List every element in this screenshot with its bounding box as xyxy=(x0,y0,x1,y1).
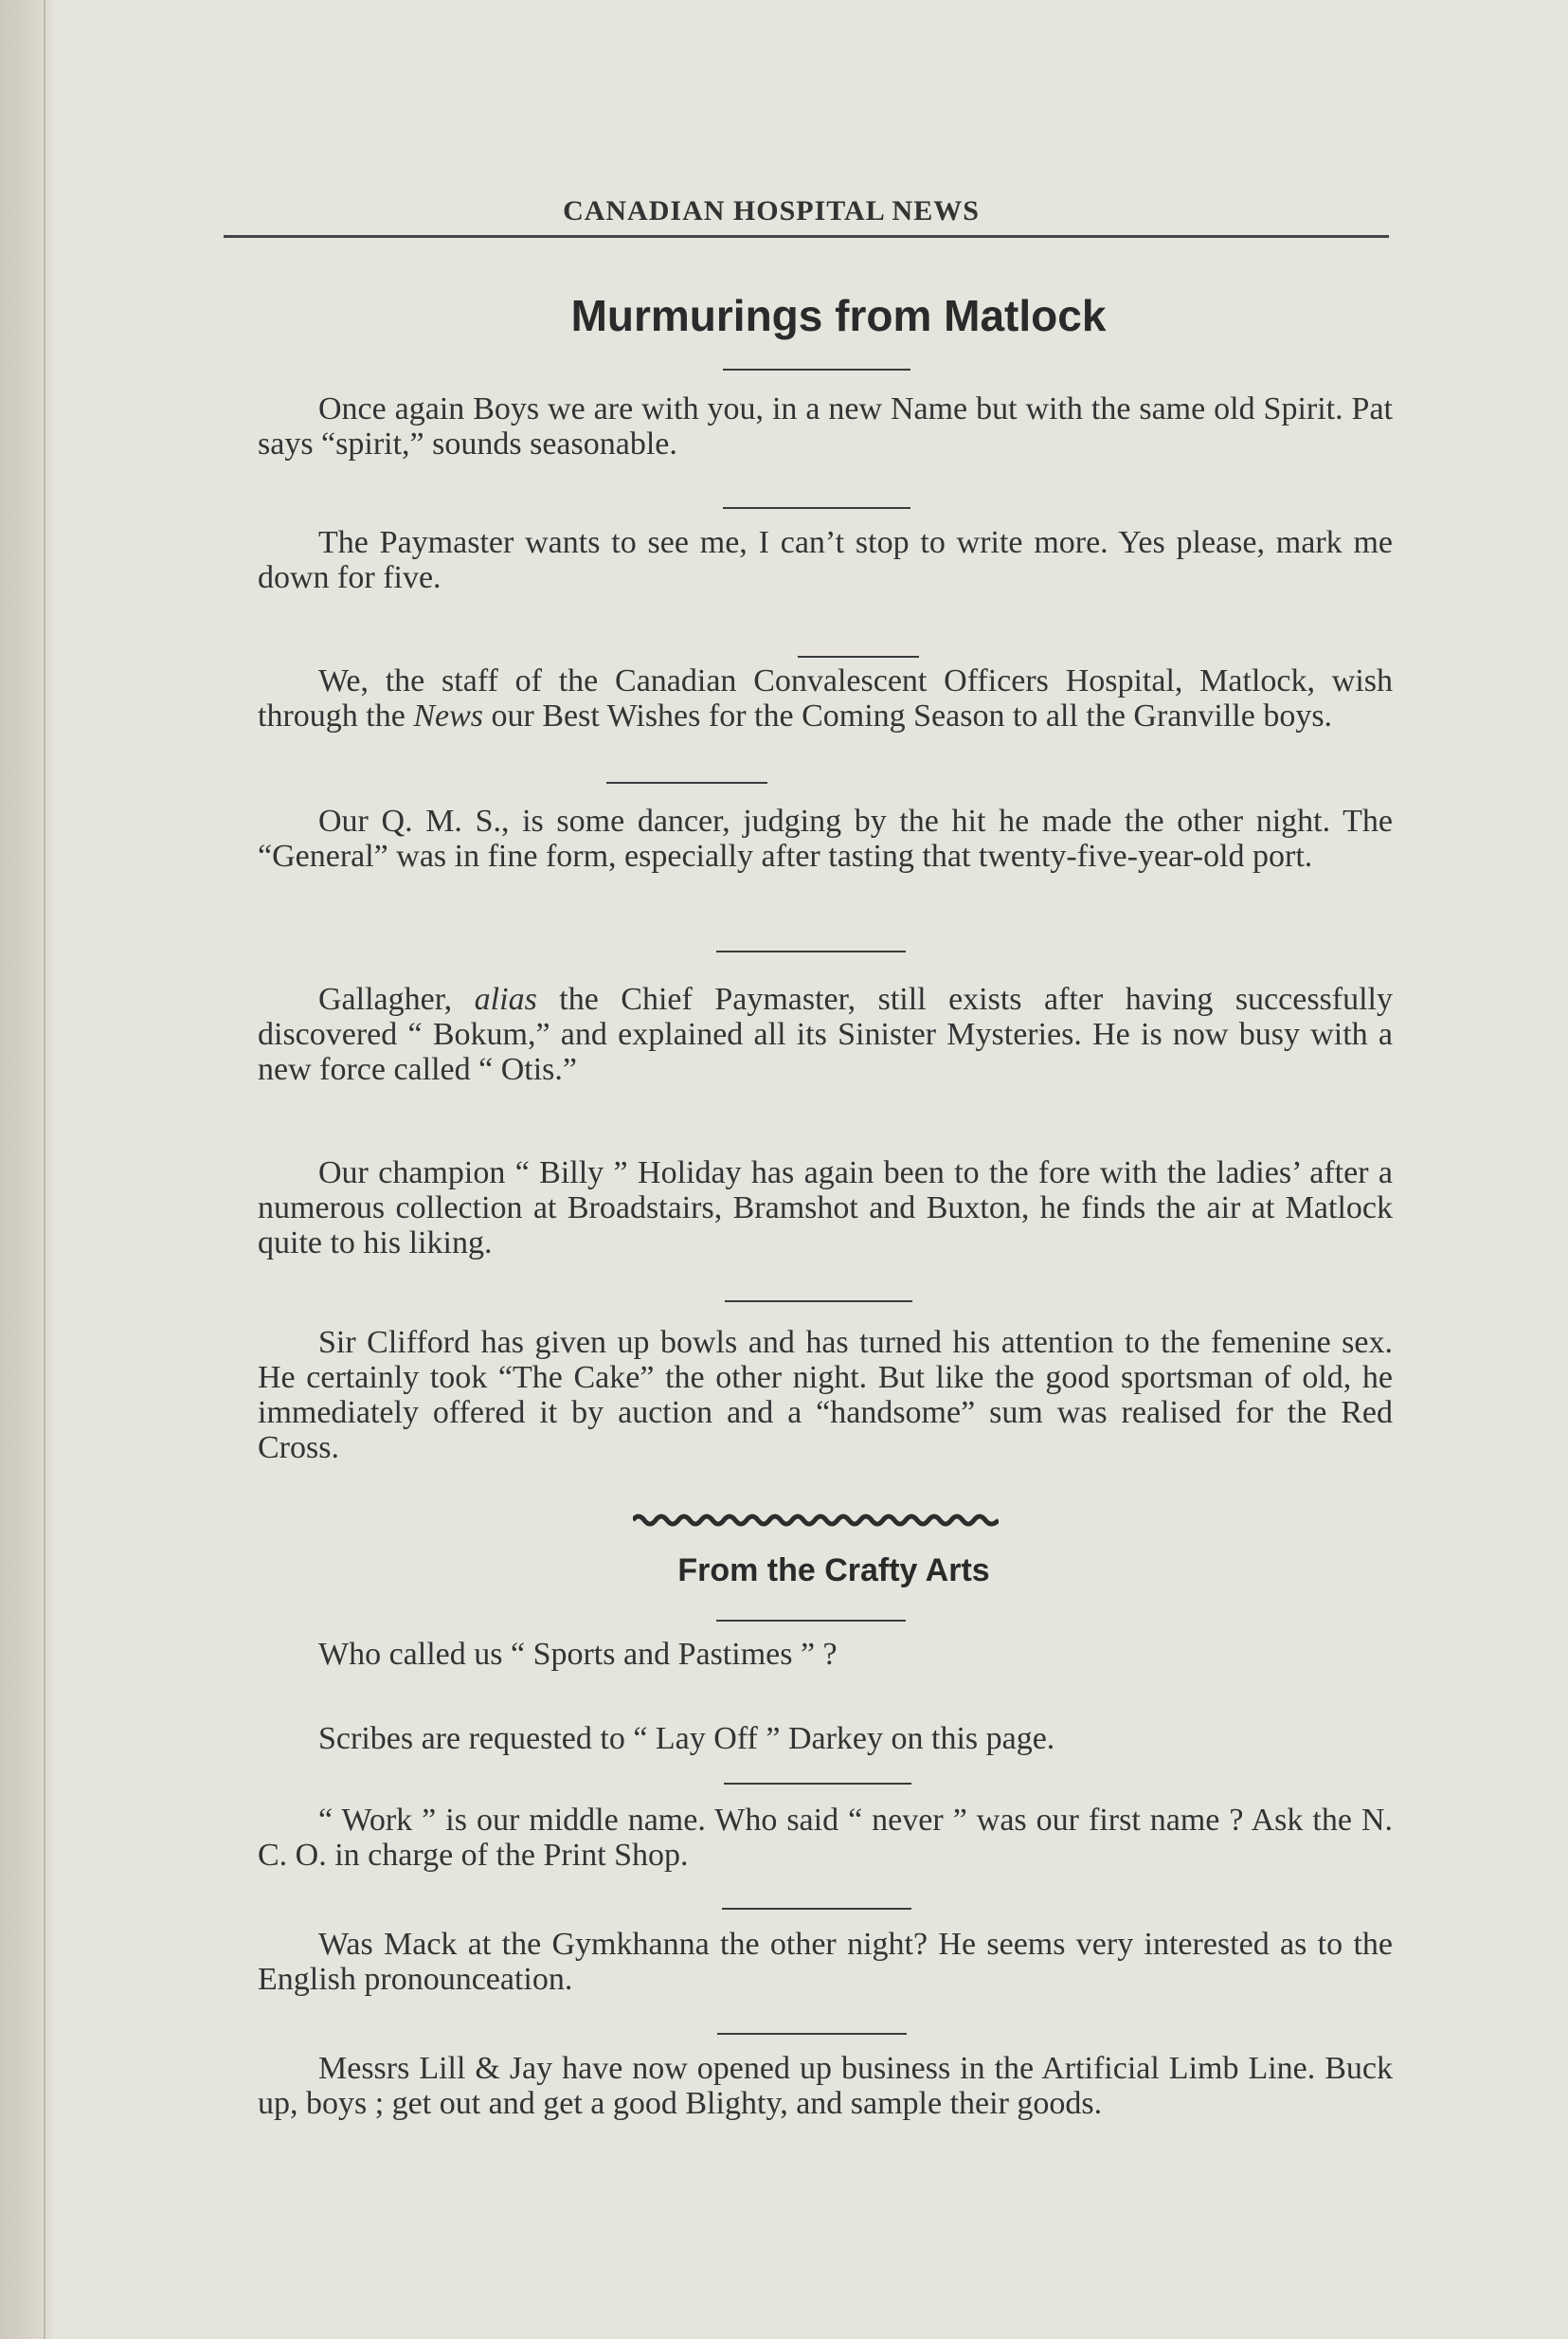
gallagher-text-after: the Chief Paymaster, still exists after having successfully discovered “ Bokum,” and explained all its Sinister Mysteries. He is now busy with a new force called “ Otis.” xyxy=(258,982,1393,1087)
staff-text-italic: News xyxy=(413,698,483,734)
separator-rule xyxy=(716,951,906,952)
paragraph-sports-pastimes: Who called us “ Sports and Pastimes ” ? xyxy=(318,1637,838,1672)
paragraph-gallagher xyxy=(258,982,1393,1087)
separator-rule xyxy=(723,369,910,371)
paragraph-mack-gymkhanna: Was Mack at the Gymkhanna the other night? He seems very interested as to the English pronounceation. xyxy=(258,1927,1393,1997)
staff-text-after: our Best Wishes for the Coming Season to all the Granville boys. xyxy=(483,698,1333,734)
paragraph-work-name: “ Work ” is our middle name. Who said “ never ” was our first name ? Ask the N. C. O. in charge of the Print Shop. xyxy=(258,1803,1393,1873)
header-rule xyxy=(224,235,1389,238)
paragraph-qms-dancer: Our Q. M. S., is some dancer, judging by the hit he made the other night. The “General” was in fine form, especially after tasting that twenty-five-year-old port. xyxy=(258,804,1393,874)
separator-rule xyxy=(716,1620,906,1622)
paragraph-lill-jay: Messrs Lill & Jay have now opened up business in the Artificial Limb Line. Buck up, boys ; get out and get a good Blighty, and sample their goods. xyxy=(258,2051,1393,2121)
gallagher-text-before: Gallagher, xyxy=(318,982,475,1017)
separator-rule xyxy=(606,782,767,784)
paragraph-new-name: Once again Boys we are with you, in a new Name but with the same old Spirit. Pat says “spirit,” sounds seasonable. xyxy=(258,391,1393,462)
separator-rule xyxy=(722,1908,911,1910)
article-title: Murmurings from Matlock xyxy=(570,291,1107,340)
paragraph-billy-holiday: Our champion “ Billy ” Holiday has again been to the fore with the ladies’ after a numerous collection at Broadstairs, Bramshot and Buxton, he finds the air at Matlock quite to his liking. xyxy=(258,1155,1393,1260)
page-spine-edge xyxy=(0,0,53,2339)
separator-rule xyxy=(717,2033,907,2035)
running-head: CANADIAN HOSPITAL NEWS xyxy=(563,195,980,227)
paragraph-staff-wishes xyxy=(258,663,1393,734)
wavy-divider xyxy=(633,1513,999,1528)
section-subtitle: From the Crafty Arts xyxy=(677,1552,990,1588)
separator-rule xyxy=(724,1783,911,1785)
gallagher-text-italic: alias xyxy=(474,982,537,1017)
separator-rule xyxy=(798,656,919,658)
separator-rule xyxy=(725,1300,912,1302)
staff-text-before: We, the staff of the Canadian Convalescent Officers Hospital, Matlock, wish through the xyxy=(258,663,1393,734)
paragraph-paymaster: The Paymaster wants to see me, I can’t stop to write more. Yes please, mark me down for five. xyxy=(258,525,1393,595)
paragraph-scribes: Scribes are requested to “ Lay Off ” Darkey on this page. xyxy=(318,1721,1055,1756)
paragraph-sir-clifford: Sir Clifford has given up bowls and has turned his attention to the femenine sex. He certainly took “The Cake” the other night. But like the good sportsman of old, he immediately offered it by auction and a “handsome” sum was realised for the Red Cross. xyxy=(258,1325,1393,1465)
separator-rule xyxy=(723,507,910,509)
